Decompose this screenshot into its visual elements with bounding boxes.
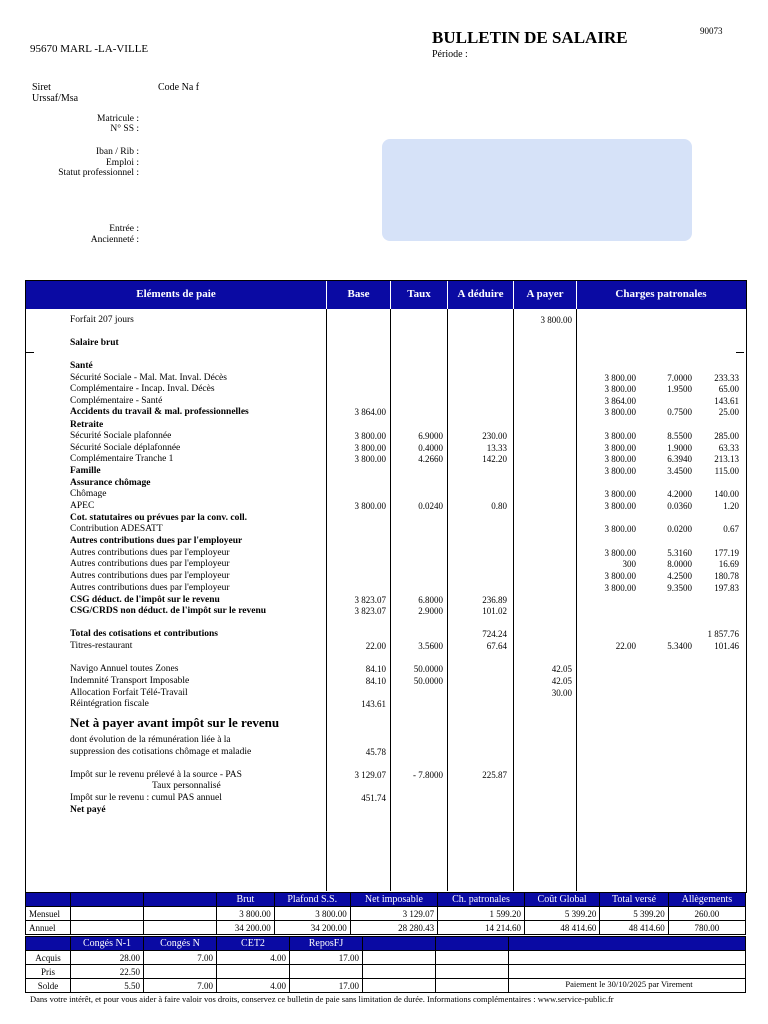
col-taux: Taux: [407, 288, 431, 300]
conges-value: 7.00: [144, 951, 217, 965]
line-label: Autres contributions dues par l'employeur: [70, 536, 243, 546]
column-divider: [513, 309, 514, 891]
line-pmont-value: 16.69: [718, 559, 739, 569]
line-label: Complémentaire - Incap. Inval. Décès: [70, 384, 215, 394]
line-ptaux-value: 1.9500: [667, 384, 692, 394]
conges-row: [26, 965, 746, 979]
summary-header: Allègements: [668, 893, 745, 907]
line-deduire-value: 13.33: [486, 443, 507, 453]
line-deduire-value: 724.24: [482, 629, 507, 639]
payment-info: Paiement le 30/10/2025 par Virement: [514, 979, 744, 989]
line-base-value: 3 864.00: [354, 407, 386, 417]
summary-header: Plafond S.S.: [274, 893, 350, 907]
urssaf-label: Urssaf/Msa: [32, 93, 79, 104]
line-pmont-value: 65.00: [718, 384, 739, 394]
summary-value: 28 280.43: [350, 921, 437, 935]
line-pbase-value: 3 800.00: [604, 501, 636, 511]
summary-value: 3 129.07: [350, 907, 437, 921]
line-base-value: 3 800.00: [354, 454, 386, 464]
line-label: CSG déduct. de l'impôt sur le revenu: [70, 595, 220, 605]
period-label: Période :: [432, 49, 468, 60]
line-taux-value: 50.0000: [413, 676, 443, 686]
line-taux-value: 0.0240: [418, 501, 443, 511]
line-taux-value: - 7.8000: [413, 770, 443, 780]
line-base-value: 84.10: [365, 676, 386, 686]
summary-value: 14 214.60: [438, 921, 525, 935]
line-label: Autres contributions dues par l'employeur: [70, 583, 230, 593]
line-taux-value: 6.9000: [418, 431, 443, 441]
line-ptaux-value: 0.0360: [667, 501, 692, 511]
line-pbase-value: 300: [622, 559, 636, 569]
line-pmont-value: 0.67: [723, 524, 739, 534]
line-pbase-value: 3 864.00: [604, 396, 636, 406]
line-label: Forfait 207 jours: [70, 315, 134, 325]
line-label: Complémentaire Tranche 1: [70, 454, 174, 464]
line-pbase-value: 3 800.00: [604, 489, 636, 499]
line-base-value: 45.78: [365, 747, 386, 757]
line-label: Autres contributions dues par l'employeur: [70, 571, 230, 581]
conges-value: 7.00: [144, 979, 217, 993]
summary-table: [25, 892, 746, 935]
conges-value: [144, 965, 217, 979]
conges-value: [217, 965, 290, 979]
summary-header: Total versé: [600, 893, 668, 907]
anciennete-label: Ancienneté :: [90, 235, 139, 245]
col-deduire: A déduire: [457, 288, 504, 300]
conges-row: [26, 951, 746, 965]
line-label: Autres contributions dues par l'employeur: [70, 559, 230, 569]
summary-value: 3 800.00: [217, 907, 275, 921]
line-label: Net à payer avant impôt sur le revenu: [70, 715, 280, 730]
summary-header-row: [26, 893, 746, 907]
conges-corner: [26, 937, 71, 951]
line-label: Accidents du travail & mal. professionnelles: [70, 407, 249, 417]
document-title: BULLETIN DE SALAIRE: [432, 28, 628, 47]
line-base-value: 3 800.00: [354, 431, 386, 441]
employee-address-box: [382, 139, 692, 241]
line-label: Impôt sur le revenu : cumul PAS annuel: [70, 793, 222, 803]
line-ptaux-value: 7.0000: [667, 373, 692, 383]
summary-row: [26, 907, 746, 921]
line-label: Taux personnalisé: [152, 781, 221, 791]
line-label: Net payé: [70, 805, 106, 815]
line-pmont-value: 1 857.76: [707, 629, 739, 639]
line-deduire-value: 67.64: [486, 641, 507, 651]
conges-header: CET2: [217, 937, 290, 951]
header-divider: [513, 281, 514, 309]
line-label: dont évolution de la rémunération liée à la: [70, 735, 231, 745]
header-divider: [326, 281, 327, 309]
emploi-label: Emploi :: [106, 158, 139, 168]
line-pmont-value: 213.13: [714, 454, 739, 464]
line-taux-value: 50.0000: [413, 664, 443, 674]
line-label: Réintégration fiscale: [70, 699, 149, 709]
conges-header: Congés N: [144, 937, 217, 951]
statut-label: Statut professionnel :: [58, 168, 139, 178]
conges-header: Congés N-1: [71, 937, 144, 951]
column-divider: [390, 309, 391, 891]
code-naf-label: Code Na f: [158, 82, 200, 93]
line-pbase-value: 3 800.00: [604, 524, 636, 534]
col-charges: Charges patronales: [615, 288, 707, 300]
line-payer-value: 3 800.00: [540, 315, 572, 325]
line-pbase-value: 3 800.00: [604, 373, 636, 383]
line-base-value: 84.10: [365, 664, 386, 674]
line-label: Contribution ADESATT: [70, 524, 163, 534]
conges-blank: [509, 965, 746, 979]
line-pmont-value: 140.00: [714, 489, 739, 499]
footer-note: Dans votre intérêt, et pour vous aider à faire valoir vos droits, conservez ce bulletin de paie sans limitation de durée. Informations complémentaires : www.service-public.fr: [30, 994, 614, 1004]
line-ptaux-value: 0.7500: [667, 407, 692, 417]
line-ptaux-value: 6.3940: [667, 454, 692, 464]
summary-blank: [144, 893, 217, 907]
line-taux-value: 4.2660: [418, 454, 443, 464]
line-pmont-value: 25.00: [718, 407, 739, 417]
line-deduire-value: 101.02: [482, 606, 507, 616]
line-pbase-value: 3 800.00: [604, 454, 636, 464]
line-ptaux-value: 1.9000: [667, 443, 692, 453]
line-base-value: 22.00: [365, 641, 386, 651]
summary-value: 3 800.00: [274, 907, 350, 921]
summary-blank: [71, 907, 144, 921]
nss-label: N° SS :: [110, 124, 139, 134]
line-ptaux-value: 4.2000: [667, 489, 692, 499]
entree-label: Entrée :: [109, 224, 139, 234]
line-deduire-value: 225.87: [482, 770, 507, 780]
conges-blank: [436, 965, 509, 979]
line-pmont-value: 177.19: [714, 548, 739, 558]
summary-value: 48 414.60: [600, 921, 668, 935]
conges-value: 17.00: [290, 979, 363, 993]
line-pbase-value: 3 800.00: [604, 583, 636, 593]
summary-value: 5 399.20: [600, 907, 668, 921]
conges-row-label: Pris: [26, 965, 71, 979]
line-pbase-value: 3 800.00: [604, 548, 636, 558]
line-taux-value: 0.4000: [418, 443, 443, 453]
line-pbase-value: 3 800.00: [604, 407, 636, 417]
line-taux-value: 3.5600: [418, 641, 443, 651]
line-ptaux-value: 8.0000: [667, 559, 692, 569]
line-taux-value: 6.8000: [418, 595, 443, 605]
line-ptaux-value: 5.3160: [667, 548, 692, 558]
line-base-value: 143.61: [361, 699, 386, 709]
conges-row-label: Acquis: [26, 951, 71, 965]
conges-blank: [436, 979, 509, 993]
line-label: Sécurité Sociale - Mal. Mat. Inval. Décès: [70, 373, 227, 383]
line-payer-value: 30.00: [551, 688, 572, 698]
conges-value: 22.50: [71, 965, 144, 979]
line-label: Navigo Annuel toutes Zones: [70, 664, 179, 674]
line-ptaux-value: 9.3500: [667, 583, 692, 593]
header-divider: [576, 281, 577, 309]
conges-blank: [509, 951, 746, 965]
header-divider: [447, 281, 448, 309]
summary-value: 34 200.00: [274, 921, 350, 935]
conges-blank: [363, 951, 436, 965]
summary-header: Brut: [217, 893, 275, 907]
summary-value: 34 200.00: [217, 921, 275, 935]
summary-header: Net imposable: [350, 893, 437, 907]
line-pmont-value: 233.33: [714, 373, 739, 383]
iban-label: Iban / Rib :: [95, 147, 139, 157]
line-label: Autres contributions dues par l'employeur: [70, 548, 230, 558]
line-ptaux-value: 3.4500: [667, 466, 692, 476]
line-label: Impôt sur le revenu prélevé à la source - PAS: [70, 770, 242, 780]
conges-blank: [363, 979, 436, 993]
line-ptaux-value: 8.5500: [667, 431, 692, 441]
line-label: Salaire brut: [70, 338, 119, 348]
line-pmont-value: 180.78: [714, 571, 739, 581]
line-deduire-value: 230.00: [482, 431, 507, 441]
employer-address: 95670 MARL -LA-VILLE: [30, 43, 149, 55]
line-ptaux-value: 0.0200: [667, 524, 692, 534]
line-label: Allocation Forfait Télé-Travail: [70, 688, 188, 698]
tick-mark: [736, 352, 744, 353]
document-number: 90073: [700, 26, 723, 36]
summary-header: Ch. patronales: [438, 893, 525, 907]
conges-blank: [436, 937, 509, 951]
line-label: Complémentaire - Santé: [70, 396, 163, 406]
conges-header: ReposFJ: [290, 937, 363, 951]
column-divider: [326, 309, 327, 891]
line-label: Famille: [70, 466, 101, 476]
summary-row-label: Mensuel: [26, 907, 71, 921]
line-label: suppression des cotisations chômage et maladie: [70, 747, 252, 757]
column-divider: [447, 309, 448, 891]
col-payer: A payer: [526, 288, 564, 300]
conges-value: [290, 965, 363, 979]
line-pmont-value: 143.61: [714, 396, 739, 406]
summary-blank: [144, 921, 217, 935]
line-base-value: 451.74: [361, 793, 386, 803]
conges-value: 5.50: [71, 979, 144, 993]
line-label: APEC: [70, 501, 95, 511]
line-label: Total des cotisations et contributions: [70, 629, 218, 639]
line-deduire-value: 0.80: [491, 501, 507, 511]
summary-value: 48 414.60: [524, 921, 599, 935]
line-label: Titres-restaurant: [70, 641, 133, 651]
line-pbase-value: 3 800.00: [604, 384, 636, 394]
line-label: Cot. statutaires ou prévues par la conv. coll.: [70, 513, 247, 523]
line-ptaux-value: 4.2500: [667, 571, 692, 581]
conges-value: 17.00: [290, 951, 363, 965]
matricule-label: Matricule :: [97, 114, 139, 124]
conges-blank: [509, 937, 746, 951]
line-label: CSG/CRDS non déduct. de l'impôt sur le revenu: [70, 606, 267, 616]
line-pmont-value: 285.00: [714, 431, 739, 441]
summary-corner: [26, 893, 71, 907]
line-base-value: 3 800.00: [354, 501, 386, 511]
line-label: Indemnité Transport Imposable: [70, 676, 190, 686]
header-divider: [390, 281, 391, 309]
conges-blank: [363, 965, 436, 979]
siret-label: Siret: [32, 82, 51, 93]
line-label: Chômage: [70, 489, 107, 499]
line-label: Sécurité Sociale déplafonnée: [70, 443, 181, 453]
line-label: Assurance chômage: [70, 478, 151, 488]
conges-header-row: [26, 937, 746, 951]
summary-value: 780.00: [668, 921, 745, 935]
line-payer-value: 42.05: [551, 676, 572, 686]
line-pmont-value: 115.00: [714, 466, 739, 476]
summary-value: 5 399.20: [524, 907, 599, 921]
summary-value: 260.00: [668, 907, 745, 921]
summary-row-label: Annuel: [26, 921, 71, 935]
line-pbase-value: 22.00: [615, 641, 636, 651]
conges-value: 28.00: [71, 951, 144, 965]
summary-row: [26, 921, 746, 935]
line-pmont-value: 197.83: [714, 583, 739, 593]
column-divider: [576, 309, 577, 891]
summary-blank: [71, 893, 144, 907]
line-payer-value: 42.05: [551, 664, 572, 674]
conges-value: 4.00: [217, 979, 290, 993]
line-pmont-value: 101.46: [714, 641, 739, 651]
line-ptaux-value: 5.3400: [667, 641, 692, 651]
col-elements: Eléments de paie: [136, 288, 216, 300]
summary-header: Coût Global: [524, 893, 599, 907]
col-base: Base: [347, 288, 370, 300]
line-base-value: 3 129.07: [354, 770, 386, 780]
line-label: Sécurité Sociale plafonnée: [70, 431, 172, 441]
line-label: Retraite: [70, 420, 104, 430]
line-base-value: 3 823.07: [354, 606, 386, 616]
line-base-value: 3 823.07: [354, 595, 386, 605]
conges-value: 4.00: [217, 951, 290, 965]
conges-blank: [436, 951, 509, 965]
line-taux-value: 2.9000: [418, 606, 443, 616]
line-pbase-value: 3 800.00: [604, 431, 636, 441]
line-pbase-value: 3 800.00: [604, 466, 636, 476]
line-pmont-value: 63.33: [718, 443, 739, 453]
line-base-value: 3 800.00: [354, 443, 386, 453]
line-pmont-value: 1.20: [723, 501, 739, 511]
line-deduire-value: 236.89: [482, 595, 507, 605]
line-label: Santé: [70, 361, 93, 371]
summary-blank: [144, 907, 217, 921]
line-pbase-value: 3 800.00: [604, 443, 636, 453]
summary-blank: [71, 921, 144, 935]
conges-blank: [363, 937, 436, 951]
tick-mark: [26, 352, 34, 353]
summary-value: 1 599.20: [438, 907, 525, 921]
conges-row-label: Solde: [26, 979, 71, 993]
line-pbase-value: 3 800.00: [604, 571, 636, 581]
line-deduire-value: 142.20: [482, 454, 507, 464]
